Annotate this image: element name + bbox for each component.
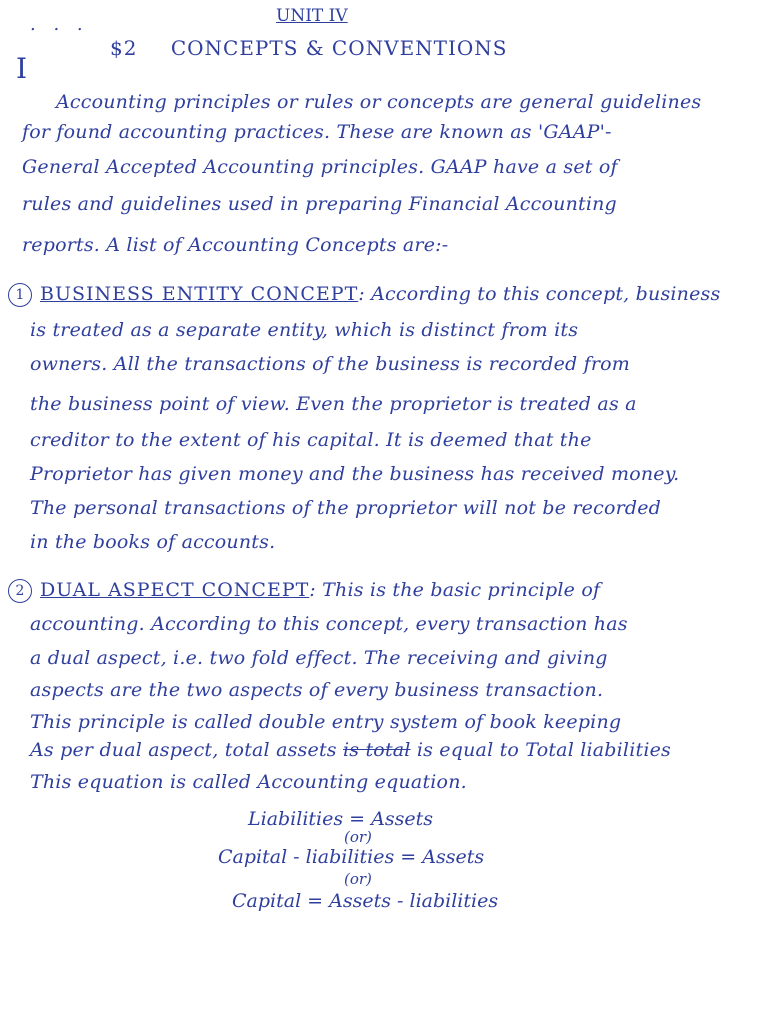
intro-line-1: Accounting principles or rules or concepts are general guidelines — [56, 91, 702, 113]
section2-line-5-end: is equal to Total liabilities — [410, 739, 671, 761]
section2-line-2: a dual aspect, i.e. two fold effect. The receiving and giving — [30, 647, 608, 669]
section1-line-2: owners. All the transactions of the business is recorded from — [30, 353, 630, 375]
unit-label: UNIT IV — [276, 6, 348, 26]
page-title — [110, 36, 508, 60]
equation-1: Liabilities = Assets — [248, 808, 433, 830]
section2-line-3: aspects are the two aspects of every business transaction. — [30, 679, 604, 701]
section2-heading: DUAL ASPECT CONCEPT — [40, 579, 310, 601]
section2-heading-rest: : This is the basic principle of — [309, 579, 601, 601]
section1-line-5: Proprietor has given money and the business has received money. — [30, 463, 680, 485]
section1-heading-rest: : According to this concept, business — [358, 283, 721, 305]
intro-line-3: General Accepted Accounting principles. GAAP have a set of — [22, 156, 618, 178]
section2-line-5-start: As per dual aspect, total assets — [30, 739, 337, 761]
section1-heading-line — [8, 282, 720, 307]
or-label-1: (or) — [344, 828, 372, 846]
section1-heading: BUSINESS ENTITY CONCEPT — [40, 283, 359, 305]
intro-line-4: rules and guidelines used in preparing Financial Accounting — [22, 193, 617, 215]
section1-line-7: in the books of accounts. — [30, 531, 276, 553]
title-text: CONCEPTS & CONVENTIONS — [170, 36, 508, 60]
section1-line-6: The personal transactions of the proprietor will not be recorded — [30, 497, 662, 519]
section2-number: 2 — [8, 579, 32, 603]
or-label-2: (or) — [344, 870, 372, 888]
intro-line-2: for found accounting practices. These are known as 'GAAP'- — [22, 121, 612, 143]
section2-line-6: This equation is called Accounting equation. — [30, 771, 467, 793]
intro-line-5: reports. A list of Accounting Concepts are:- — [22, 234, 449, 256]
section1-line-3: the business point of view. Even the proprietor is treated as a — [30, 393, 637, 415]
section1-number: 1 — [8, 283, 32, 307]
section2-line-1: accounting. According to this concept, every transaction has — [30, 613, 628, 635]
equation-3: Capital = Assets - liabilities — [232, 890, 499, 912]
section2-line-4: This principle is called double entry system of book keeping — [30, 711, 622, 733]
section2-line-5 — [30, 738, 671, 762]
section1-line-4: creditor to the extent of his capital. It is deemed that the — [30, 429, 592, 451]
section1-line-1: is treated as a separate entity, which is distinct from its — [30, 319, 579, 341]
roman-numeral: I — [16, 52, 28, 85]
equation-2: Capital - liabilities = Assets — [218, 846, 485, 868]
title-prefix: $2 — [110, 36, 138, 60]
section2-heading-line — [8, 578, 600, 603]
struck-word: is total — [343, 739, 411, 761]
page-dots: . . . — [30, 14, 89, 35]
